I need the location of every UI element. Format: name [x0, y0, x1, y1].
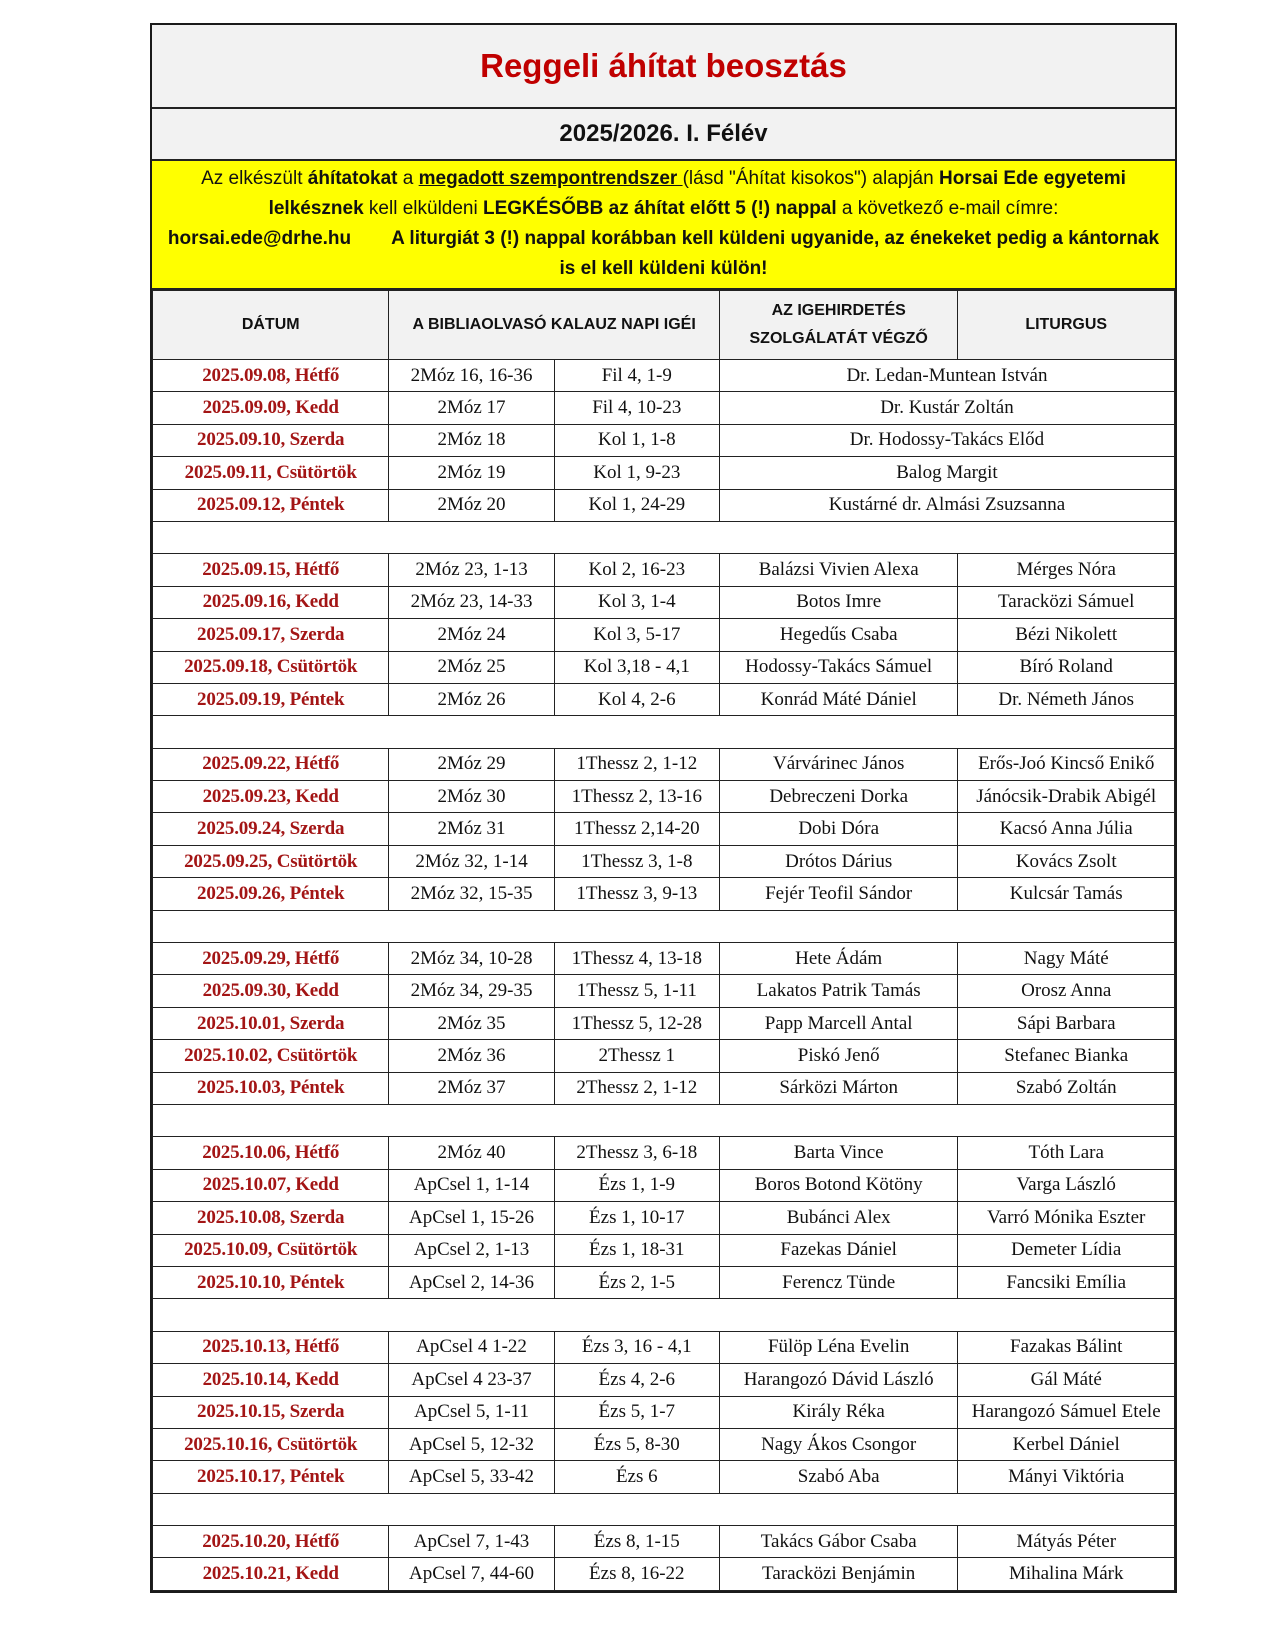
date-cell: 2025.10.01, Szerda	[153, 1007, 389, 1039]
table-row	[153, 360, 1175, 392]
reading-nt-cell: Ézs 5, 8-30	[554, 1428, 719, 1460]
liturgist-cell: Kulcsár Tamás	[958, 878, 1175, 910]
liturgist-cell: Bíró Roland	[958, 651, 1175, 683]
schedule-sheet	[150, 23, 1177, 1593]
header-preacher-line2: SZOLGÁLATÁT VÉGZŐ	[749, 330, 928, 347]
preacher-cell: Szabó Aba	[719, 1461, 957, 1493]
preacher-liturgist-merged-cell: Balog Margit	[719, 457, 1174, 489]
date-cell: 2025.09.16, Kedd	[153, 586, 389, 618]
reading-nt-cell: Fil 4, 10-23	[554, 392, 719, 424]
reading-ot-cell: 2Móz 23, 1-13	[389, 554, 554, 586]
preacher-cell: Papp Marcell Antal	[719, 1007, 957, 1039]
week-separator-cell	[153, 1104, 1175, 1136]
reading-ot-cell: 2Móz 35	[389, 1007, 554, 1039]
table-row	[153, 1040, 1175, 1072]
notice-text: (lásd "Áhítat kisokos") alapján	[682, 168, 939, 189]
reading-nt-cell: 2Thessz 1	[554, 1040, 719, 1072]
liturgist-cell: Stefanec Bianka	[958, 1040, 1175, 1072]
table-row	[153, 424, 1175, 456]
reading-nt-cell: Ézs 1, 18-31	[554, 1234, 719, 1266]
table-row	[153, 489, 1175, 521]
table-row	[153, 1137, 1175, 1169]
reading-ot-cell: 2Móz 26	[389, 683, 554, 715]
reading-nt-cell: Ézs 3, 16 - 4,1	[554, 1331, 719, 1363]
preacher-cell: Taracközi Benjámin	[719, 1558, 957, 1590]
header-readings: A BIBLIAOLVASÓ KALAUZ NAPI IGÉI	[389, 291, 720, 360]
table-row	[153, 748, 1175, 780]
reading-nt-cell: Ézs 6	[554, 1461, 719, 1493]
notice-text: a	[397, 168, 419, 189]
table-row	[153, 1072, 1175, 1104]
date-cell: 2025.10.10, Péntek	[153, 1266, 389, 1298]
reading-nt-cell: Ézs 8, 1-15	[554, 1526, 719, 1558]
table-row	[153, 813, 1175, 845]
week-separator-row	[153, 1104, 1175, 1136]
reading-nt-cell: Kol 1, 1-8	[554, 424, 719, 456]
reading-ot-cell: ApCsel 1, 15-26	[389, 1202, 554, 1234]
date-cell: 2025.10.21, Kedd	[153, 1558, 389, 1590]
reading-nt-cell: 1Thessz 3, 1-8	[554, 845, 719, 877]
reading-ot-cell: 2Móz 37	[389, 1072, 554, 1104]
reading-nt-cell: Ézs 1, 10-17	[554, 1202, 719, 1234]
table-row	[153, 457, 1175, 489]
reading-nt-cell: Kol 3,18 - 4,1	[554, 651, 719, 683]
table-row	[153, 1234, 1175, 1266]
date-cell: 2025.10.06, Hétfő	[153, 1137, 389, 1169]
date-cell: 2025.10.07, Kedd	[153, 1169, 389, 1201]
reading-nt-cell: 1Thessz 5, 1-11	[554, 975, 719, 1007]
reading-nt-cell: Ézs 5, 1-7	[554, 1396, 719, 1428]
date-cell: 2025.09.10, Szerda	[153, 424, 389, 456]
liturgist-cell: Mátyás Péter	[958, 1526, 1175, 1558]
semester-subtitle: 2025/2026. I. Félév	[152, 109, 1175, 161]
preacher-cell: Dobi Dóra	[719, 813, 957, 845]
reading-ot-cell: ApCsel 2, 1-13	[389, 1234, 554, 1266]
reading-nt-cell: 1Thessz 3, 9-13	[554, 878, 719, 910]
preacher-cell: Bubánci Alex	[719, 1202, 957, 1234]
reading-ot-cell: ApCsel 5, 12-32	[389, 1428, 554, 1460]
date-cell: 2025.10.09, Csütörtök	[153, 1234, 389, 1266]
date-cell: 2025.10.16, Csütörtök	[153, 1428, 389, 1460]
table-row	[153, 1558, 1175, 1590]
notice-bold: A liturgiát 3 (!) nappal korábban kell küldeni ugyanide, az énekeket pedig a kántornak is el kell küldeni külön!	[391, 228, 1160, 279]
preacher-cell: Király Réka	[719, 1396, 957, 1428]
table-row	[153, 683, 1175, 715]
liturgist-cell: Mányi Viktória	[958, 1461, 1175, 1493]
notice-underlined: megadott szempontrendszer	[418, 168, 683, 189]
reading-ot-cell: 2Móz 23, 14-33	[389, 586, 554, 618]
reading-nt-cell: 1Thessz 5, 12-28	[554, 1007, 719, 1039]
page-title: Reggeli áhítat beosztás	[152, 25, 1175, 109]
table-row	[153, 1007, 1175, 1039]
preacher-cell: Takács Gábor Csaba	[719, 1526, 957, 1558]
week-separator-cell	[153, 1299, 1175, 1331]
table-row	[153, 845, 1175, 877]
reading-ot-cell: 2Móz 32, 15-35	[389, 878, 554, 910]
date-cell: 2025.09.12, Péntek	[153, 489, 389, 521]
header-preacher-line1: AZ IGEHIRDETÉS	[771, 302, 906, 319]
liturgist-cell: Kovács Zsolt	[958, 845, 1175, 877]
liturgist-cell: Nagy Máté	[958, 943, 1175, 975]
date-cell: 2025.09.22, Hétfő	[153, 748, 389, 780]
table-row	[153, 781, 1175, 813]
reading-nt-cell: Kol 1, 24-29	[554, 489, 719, 521]
reading-nt-cell: Ézs 1, 1-9	[554, 1169, 719, 1201]
reading-nt-cell: 1Thessz 2,14-20	[554, 813, 719, 845]
date-cell: 2025.10.17, Péntek	[153, 1461, 389, 1493]
date-cell: 2025.09.09, Kedd	[153, 392, 389, 424]
preacher-cell: Piskó Jenő	[719, 1040, 957, 1072]
reading-ot-cell: ApCsel 7, 44-60	[389, 1558, 554, 1590]
reading-ot-cell: 2Móz 40	[389, 1137, 554, 1169]
date-cell: 2025.09.15, Hétfő	[153, 554, 389, 586]
reading-ot-cell: 2Móz 31	[389, 813, 554, 845]
table-row	[153, 392, 1175, 424]
reading-nt-cell: 1Thessz 2, 13-16	[554, 781, 719, 813]
table-row	[153, 1202, 1175, 1234]
reading-ot-cell: ApCsel 2, 14-36	[389, 1266, 554, 1298]
date-cell: 2025.09.24, Szerda	[153, 813, 389, 845]
date-cell: 2025.09.23, Kedd	[153, 781, 389, 813]
reading-nt-cell: Kol 1, 9-23	[554, 457, 719, 489]
liturgist-cell: Taracközi Sámuel	[958, 586, 1175, 618]
preacher-cell: Sárközi Márton	[719, 1072, 957, 1104]
liturgist-cell: Gál Máté	[958, 1364, 1175, 1396]
preacher-cell: Hete Ádám	[719, 943, 957, 975]
preacher-cell: Barta Vince	[719, 1137, 957, 1169]
table-row	[153, 651, 1175, 683]
reading-nt-cell: 2Thessz 3, 6-18	[554, 1137, 719, 1169]
date-cell: 2025.10.15, Szerda	[153, 1396, 389, 1428]
preacher-cell: Balázsi Vivien Alexa	[719, 554, 957, 586]
reading-ot-cell: 2Móz 30	[389, 781, 554, 813]
reading-nt-cell: 2Thessz 2, 1-12	[554, 1072, 719, 1104]
reading-ot-cell: ApCsel 1, 1-14	[389, 1169, 554, 1201]
week-separator-cell	[153, 521, 1175, 553]
reading-ot-cell: ApCsel 7, 1-43	[389, 1526, 554, 1558]
liturgist-cell: Jánócsik-Drabik Abigél	[958, 781, 1175, 813]
reading-nt-cell: Ézs 8, 16-22	[554, 1558, 719, 1590]
reading-nt-cell: Fil 4, 1-9	[554, 360, 719, 392]
preacher-liturgist-merged-cell: Kustárné dr. Almási Zsuzsanna	[719, 489, 1174, 521]
schedule-body	[153, 360, 1175, 1591]
reading-nt-cell: 1Thessz 2, 1-12	[554, 748, 719, 780]
table-row	[153, 878, 1175, 910]
date-cell: 2025.09.08, Hétfő	[153, 360, 389, 392]
date-cell: 2025.10.20, Hétfő	[153, 1526, 389, 1558]
table-row	[153, 1461, 1175, 1493]
preacher-cell: Fejér Teofil Sándor	[719, 878, 957, 910]
reading-nt-cell: Ézs 2, 1-5	[554, 1266, 719, 1298]
reading-nt-cell: Kol 2, 16-23	[554, 554, 719, 586]
table-header-row	[153, 291, 1175, 360]
reading-ot-cell: ApCsel 4 1-22	[389, 1331, 554, 1363]
table-row	[153, 619, 1175, 651]
date-cell: 2025.09.29, Hétfő	[153, 943, 389, 975]
reading-ot-cell: ApCsel 4 23-37	[389, 1364, 554, 1396]
liturgist-cell: Orosz Anna	[958, 975, 1175, 1007]
reading-ot-cell: ApCsel 5, 33-42	[389, 1461, 554, 1493]
liturgist-cell: Mihalina Márk	[958, 1558, 1175, 1590]
preacher-cell: Fazekas Dániel	[719, 1234, 957, 1266]
reading-ot-cell: 2Móz 34, 10-28	[389, 943, 554, 975]
liturgist-cell: Kerbel Dániel	[958, 1428, 1175, 1460]
week-separator-cell	[153, 1493, 1175, 1525]
preacher-cell: Boros Botond Kötöny	[719, 1169, 957, 1201]
schedule-table	[152, 290, 1175, 1591]
notice-text: Az elkészült	[201, 168, 308, 189]
preacher-liturgist-merged-cell: Dr. Hodossy-Takács Előd	[719, 424, 1174, 456]
table-row	[153, 943, 1175, 975]
date-cell: 2025.09.25, Csütörtök	[153, 845, 389, 877]
liturgist-cell: Erős-Joó Kincső Enikő	[958, 748, 1175, 780]
table-row	[153, 975, 1175, 1007]
preacher-cell: Konrád Máté Dániel	[719, 683, 957, 715]
liturgist-cell: Sápi Barbara	[958, 1007, 1175, 1039]
reading-nt-cell: Kol 3, 1-4	[554, 586, 719, 618]
reading-ot-cell: 2Móz 34, 29-35	[389, 975, 554, 1007]
week-separator-row	[153, 521, 1175, 553]
week-separator-cell	[153, 716, 1175, 748]
liturgist-cell: Fancsiki Emília	[958, 1266, 1175, 1298]
reading-ot-cell: 2Móz 32, 1-14	[389, 845, 554, 877]
header-preacher	[719, 291, 957, 360]
table-row	[153, 1169, 1175, 1201]
date-cell: 2025.09.26, Péntek	[153, 878, 389, 910]
date-cell: 2025.09.19, Péntek	[153, 683, 389, 715]
table-row	[153, 1396, 1175, 1428]
table-row	[153, 554, 1175, 586]
reading-ot-cell: 2Móz 19	[389, 457, 554, 489]
liturgist-cell: Demeter Lídia	[958, 1234, 1175, 1266]
liturgist-cell: Fazakas Bálint	[958, 1331, 1175, 1363]
preacher-cell: Ferencz Tünde	[719, 1266, 957, 1298]
liturgist-cell: Tóth Lara	[958, 1137, 1175, 1169]
reading-nt-cell: Kol 3, 5-17	[554, 619, 719, 651]
notice-bold: Horsai Ede egyetemi lelkésznek	[268, 168, 1126, 219]
date-cell: 2025.09.11, Csütörtök	[153, 457, 389, 489]
table-row	[153, 1266, 1175, 1298]
reading-ot-cell: 2Móz 36	[389, 1040, 554, 1072]
header-liturgist: LITURGUS	[958, 291, 1175, 360]
reading-ot-cell: 2Móz 17	[389, 392, 554, 424]
table-row	[153, 1526, 1175, 1558]
preacher-cell: Fülöp Léna Evelin	[719, 1331, 957, 1363]
date-cell: 2025.10.03, Péntek	[153, 1072, 389, 1104]
liturgist-cell: Varga László	[958, 1169, 1175, 1201]
week-separator-row	[153, 1299, 1175, 1331]
liturgist-cell: Dr. Németh János	[958, 683, 1175, 715]
table-row	[153, 1428, 1175, 1460]
reading-nt-cell: 1Thessz 4, 13-18	[554, 943, 719, 975]
preacher-cell: Nagy Ákos Csongor	[719, 1428, 957, 1460]
reading-ot-cell: 2Móz 16, 16-36	[389, 360, 554, 392]
week-separator-row	[153, 716, 1175, 748]
preacher-liturgist-merged-cell: Dr. Kustár Zoltán	[719, 392, 1174, 424]
preacher-cell: Hodossy-Takács Sámuel	[719, 651, 957, 683]
reading-ot-cell: 2Móz 20	[389, 489, 554, 521]
date-cell: 2025.10.08, Szerda	[153, 1202, 389, 1234]
reading-ot-cell: 2Móz 18	[389, 424, 554, 456]
notice-text: kell elküldeni	[363, 198, 483, 219]
notice-bold: LEGKÉSŐBB az áhítat előtt 5 (!) nappal	[483, 198, 837, 219]
reading-ot-cell: 2Móz 29	[389, 748, 554, 780]
date-cell: 2025.09.30, Kedd	[153, 975, 389, 1007]
table-row	[153, 586, 1175, 618]
reading-ot-cell: 2Móz 24	[389, 619, 554, 651]
liturgist-cell: Mérges Nóra	[958, 554, 1175, 586]
reading-nt-cell: Ézs 4, 2-6	[554, 1364, 719, 1396]
date-cell: 2025.10.14, Kedd	[153, 1364, 389, 1396]
reading-ot-cell: ApCsel 5, 1-11	[389, 1396, 554, 1428]
notice-email[interactable]: horsai.ede@drhe.hu	[167, 228, 352, 249]
week-separator-cell	[153, 910, 1175, 942]
preacher-cell: Debreczeni Dorka	[719, 781, 957, 813]
preacher-cell: Hegedűs Csaba	[719, 619, 957, 651]
liturgist-cell: Szabó Zoltán	[958, 1072, 1175, 1104]
reading-ot-cell: 2Móz 25	[389, 651, 554, 683]
date-cell: 2025.10.13, Hétfő	[153, 1331, 389, 1363]
preacher-cell: Várvárinec János	[719, 748, 957, 780]
table-row	[153, 1331, 1175, 1363]
preacher-cell: Drótos Dárius	[719, 845, 957, 877]
preacher-cell: Harangozó Dávid László	[719, 1364, 957, 1396]
week-separator-row	[153, 1493, 1175, 1525]
liturgist-cell: Harangozó Sámuel Etele	[958, 1396, 1175, 1428]
header-date: DÁTUM	[153, 291, 389, 360]
notice-bold: áhítatokat	[307, 168, 398, 189]
liturgist-cell: Varró Mónika Eszter	[958, 1202, 1175, 1234]
liturgist-cell: Bézi Nikolett	[958, 619, 1175, 651]
preacher-liturgist-merged-cell: Dr. Ledan-Muntean István	[719, 360, 1174, 392]
week-separator-row	[153, 910, 1175, 942]
preacher-cell: Botos Imre	[719, 586, 957, 618]
preacher-cell: Lakatos Patrik Tamás	[719, 975, 957, 1007]
table-row	[153, 1364, 1175, 1396]
submission-notice	[152, 161, 1175, 290]
reading-nt-cell: Kol 4, 2-6	[554, 683, 719, 715]
liturgist-cell: Kacsó Anna Júlia	[958, 813, 1175, 845]
date-cell: 2025.09.18, Csütörtök	[153, 651, 389, 683]
date-cell: 2025.10.02, Csütörtök	[153, 1040, 389, 1072]
notice-text: a következő e-mail címre:	[836, 198, 1059, 219]
date-cell: 2025.09.17, Szerda	[153, 619, 389, 651]
